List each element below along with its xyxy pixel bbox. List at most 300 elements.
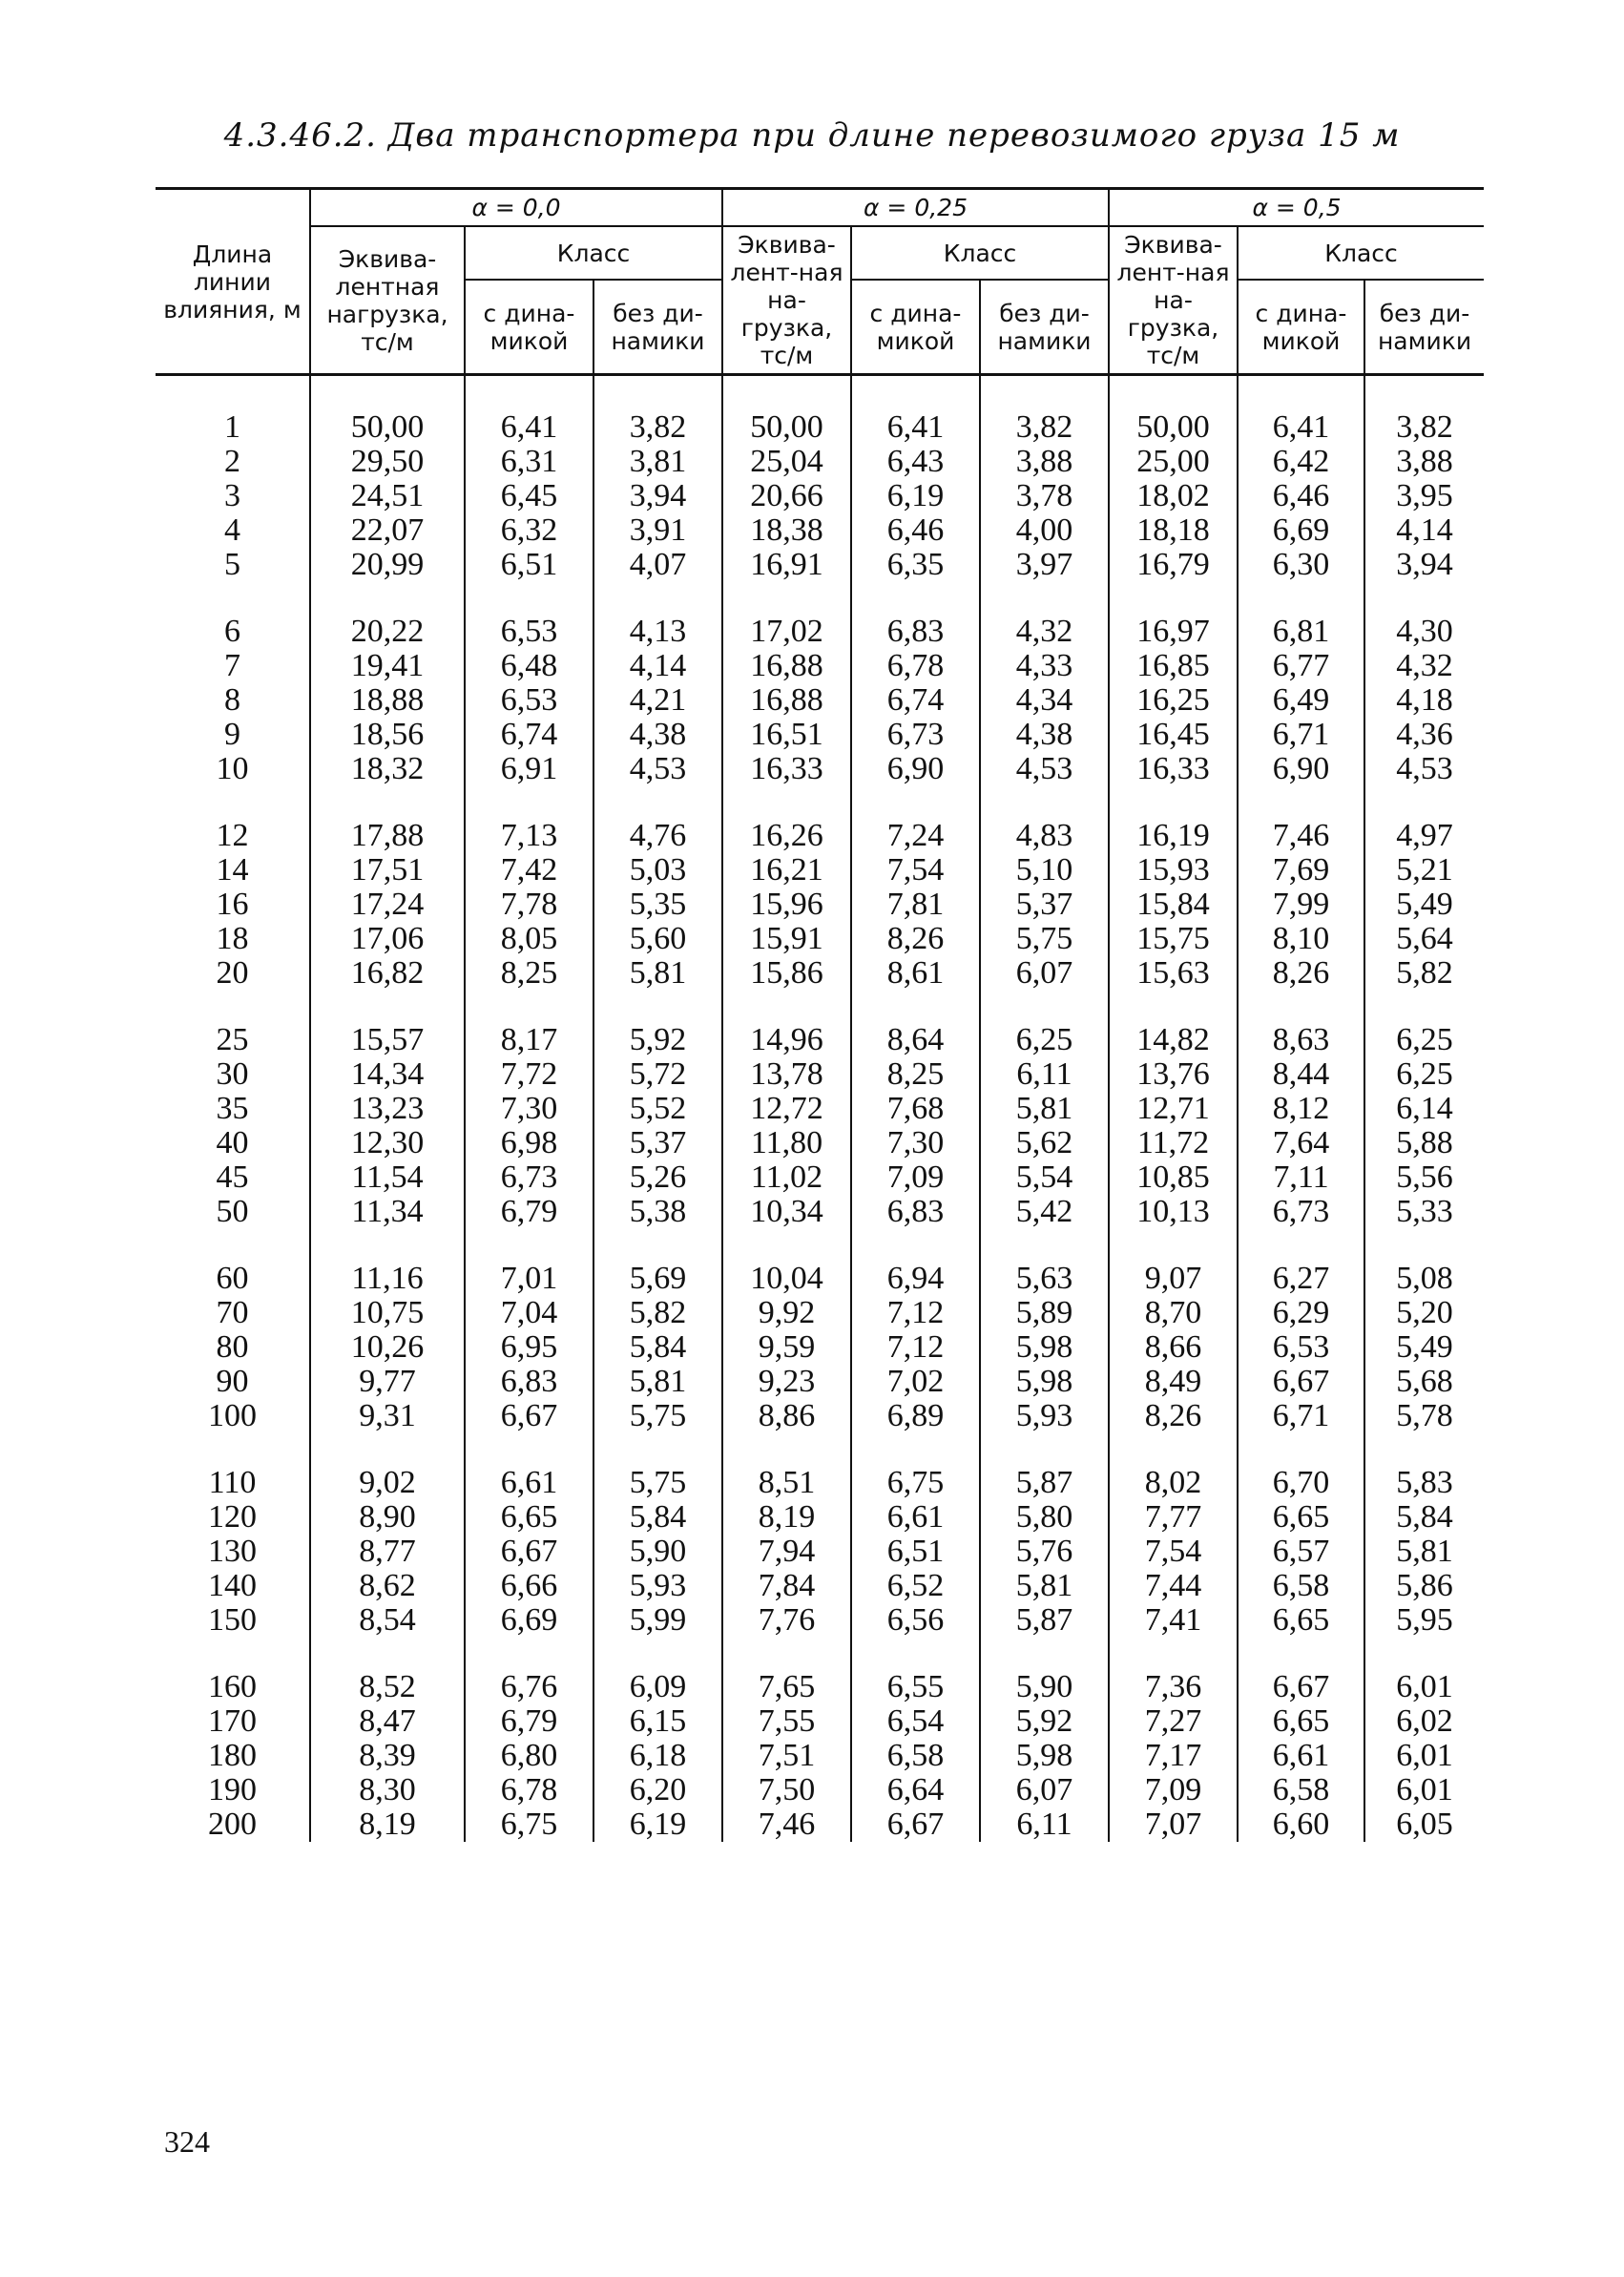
- value-cell: 5,54: [980, 1160, 1109, 1195]
- value-cell: 5,86: [1364, 1569, 1484, 1603]
- value-cell: 6,69: [465, 1603, 593, 1638]
- value-cell: 6,02: [1364, 1704, 1484, 1739]
- value-cell: 4,34: [980, 683, 1109, 718]
- value-cell: 6,01: [1364, 1638, 1484, 1704]
- value-cell: 8,70: [1109, 1296, 1238, 1330]
- value-cell: 6,90: [1238, 752, 1364, 786]
- value-cell: 4,33: [980, 649, 1109, 683]
- value-cell: 8,02: [1109, 1433, 1238, 1500]
- value-cell: 3,94: [1364, 548, 1484, 582]
- value-cell: 7,04: [465, 1296, 593, 1330]
- value-cell: 6,79: [465, 1704, 593, 1739]
- value-cell: 5,98: [980, 1365, 1109, 1399]
- value-cell: 6,55: [851, 1638, 980, 1704]
- value-cell: 6,65: [1238, 1500, 1364, 1535]
- value-cell: 10,85: [1109, 1160, 1238, 1195]
- table-row: [156, 1057, 1484, 1092]
- value-cell: 15,75: [1109, 922, 1238, 956]
- value-cell: 6,27: [1238, 1229, 1364, 1296]
- value-cell: 20,99: [310, 548, 465, 582]
- header-without-dynamics-05: без ди-намики: [1364, 280, 1484, 374]
- value-cell: 7,41: [1109, 1603, 1238, 1638]
- value-cell: 8,86: [722, 1399, 851, 1433]
- table-row: [156, 991, 1484, 1057]
- value-cell: 24,51: [310, 479, 465, 513]
- value-cell: 5,72: [593, 1057, 722, 1092]
- value-cell: 5,84: [593, 1500, 722, 1535]
- table-row: [156, 1433, 1484, 1500]
- table-row: [156, 853, 1484, 888]
- value-cell: 5,98: [980, 1330, 1109, 1365]
- value-cell: 5,87: [980, 1433, 1109, 1500]
- value-cell: 6,41: [1238, 375, 1364, 446]
- influence-length-cell: 120: [208, 1499, 257, 1535]
- value-cell: 5,93: [593, 1569, 722, 1603]
- value-cell: 6,66: [465, 1569, 593, 1603]
- table-row: [156, 513, 1484, 548]
- value-cell: 6,64: [851, 1773, 980, 1807]
- value-cell: 14,96: [722, 991, 851, 1057]
- value-cell: 8,10: [1238, 922, 1364, 956]
- value-cell: 6,89: [851, 1399, 980, 1433]
- value-cell: 7,27: [1109, 1704, 1238, 1739]
- value-cell: 6,11: [980, 1807, 1109, 1842]
- value-cell: 7,30: [465, 1092, 593, 1126]
- influence-length-cell: 10: [216, 751, 249, 786]
- value-cell: 6,25: [980, 991, 1109, 1057]
- value-cell: 6,46: [1238, 479, 1364, 513]
- value-cell: 3,78: [980, 479, 1109, 513]
- value-cell: 5,37: [980, 888, 1109, 922]
- influence-length-cell: 9: [224, 717, 240, 752]
- table-row: [156, 1535, 1484, 1569]
- table-row: [156, 1229, 1484, 1296]
- header-with-dynamics-05: с дина-микой: [1238, 280, 1364, 374]
- influence-length-cell: 80: [216, 1329, 249, 1365]
- value-cell: 4,53: [980, 752, 1109, 786]
- value-cell: 6,67: [1238, 1638, 1364, 1704]
- value-cell: 6,98: [465, 1126, 593, 1160]
- table-row: [156, 1092, 1484, 1126]
- value-cell: 7,12: [851, 1296, 980, 1330]
- value-cell: 6,60: [1238, 1807, 1364, 1842]
- influence-length-cell: 2: [224, 444, 240, 479]
- value-cell: 16,19: [1109, 786, 1238, 853]
- value-cell: 6,78: [465, 1773, 593, 1807]
- value-cell: 7,65: [722, 1638, 851, 1704]
- value-cell: 5,64: [1364, 922, 1484, 956]
- value-cell: 5,69: [593, 1229, 722, 1296]
- value-cell: 5,84: [1364, 1500, 1484, 1535]
- value-cell: 12,71: [1109, 1092, 1238, 1126]
- value-cell: 22,07: [310, 513, 465, 548]
- value-cell: 7,69: [1238, 853, 1364, 888]
- value-cell: 4,97: [1364, 786, 1484, 853]
- table-row: [156, 956, 1484, 991]
- value-cell: 5,38: [593, 1195, 722, 1229]
- value-cell: 8,26: [851, 922, 980, 956]
- value-cell: 6,07: [980, 956, 1109, 991]
- value-cell: 3,97: [980, 548, 1109, 582]
- influence-length-cell: 1: [224, 409, 240, 445]
- value-cell: 8,26: [1109, 1399, 1238, 1433]
- influence-length-cell: 60: [216, 1261, 249, 1296]
- influence-length-cell: 100: [208, 1398, 257, 1433]
- value-cell: 10,26: [310, 1330, 465, 1365]
- value-cell: 7,46: [722, 1807, 851, 1842]
- value-cell: 5,81: [980, 1092, 1109, 1126]
- value-cell: 6,73: [465, 1160, 593, 1195]
- header-without-dynamics-025: без ди-намики: [980, 280, 1109, 374]
- value-cell: 5,33: [1364, 1195, 1484, 1229]
- value-cell: 7,77: [1109, 1500, 1238, 1535]
- value-cell: 6,45: [465, 479, 593, 513]
- influence-length-cell: 110: [208, 1465, 257, 1500]
- value-cell: 5,08: [1364, 1229, 1484, 1296]
- value-cell: 3,91: [593, 513, 722, 548]
- value-cell: 8,05: [465, 922, 593, 956]
- value-cell: 5,82: [1364, 956, 1484, 991]
- value-cell: 4,13: [593, 582, 722, 649]
- influence-length-cell: 200: [208, 1807, 257, 1842]
- table-row: [156, 1126, 1484, 1160]
- value-cell: 3,88: [980, 445, 1109, 479]
- value-cell: 4,36: [1364, 718, 1484, 752]
- value-cell: 29,50: [310, 445, 465, 479]
- value-cell: 4,53: [593, 752, 722, 786]
- value-cell: 7,55: [722, 1704, 851, 1739]
- value-cell: 6,83: [851, 582, 980, 649]
- value-cell: 6,61: [851, 1500, 980, 1535]
- table-row: [156, 922, 1484, 956]
- value-cell: 6,15: [593, 1704, 722, 1739]
- equivalent-load-table: [156, 187, 1484, 1842]
- value-cell: 6,48: [465, 649, 593, 683]
- value-cell: 6,20: [593, 1773, 722, 1807]
- influence-length-cell: 45: [216, 1159, 249, 1195]
- value-cell: 6,05: [1364, 1807, 1484, 1842]
- value-cell: 5,78: [1364, 1399, 1484, 1433]
- value-cell: 7,84: [722, 1569, 851, 1603]
- value-cell: 7,50: [722, 1773, 851, 1807]
- value-cell: 5,75: [593, 1433, 722, 1500]
- value-cell: 9,07: [1109, 1229, 1238, 1296]
- value-cell: 16,45: [1109, 718, 1238, 752]
- value-cell: 5,80: [980, 1500, 1109, 1535]
- value-cell: 6,80: [465, 1739, 593, 1773]
- value-cell: 6,71: [1238, 718, 1364, 752]
- value-cell: 5,83: [1364, 1433, 1484, 1500]
- value-cell: 7,42: [465, 853, 593, 888]
- value-cell: 6,29: [1238, 1296, 1364, 1330]
- influence-length-cell: 4: [224, 512, 240, 548]
- page-title: 4.3.46.2. Два транспортера при длине перевозимого груза 15 м: [223, 116, 1401, 155]
- value-cell: 12,72: [722, 1092, 851, 1126]
- value-cell: 7,81: [851, 888, 980, 922]
- header-equiv-load-0: Эквива-лентная нагрузка, тс/м: [310, 226, 465, 375]
- table-row: [156, 752, 1484, 786]
- table-row: [156, 649, 1484, 683]
- value-cell: 7,68: [851, 1092, 980, 1126]
- header-equiv-load-025: Эквива-лент-ная на-грузка, тс/м: [722, 226, 851, 375]
- value-cell: 6,11: [980, 1057, 1109, 1092]
- value-cell: 5,89: [980, 1296, 1109, 1330]
- value-cell: 6,74: [851, 683, 980, 718]
- value-cell: 3,95: [1364, 479, 1484, 513]
- value-cell: 15,84: [1109, 888, 1238, 922]
- value-cell: 9,02: [310, 1433, 465, 1500]
- table-row: [156, 1603, 1484, 1638]
- table-row: [156, 375, 1484, 446]
- influence-length-cell: 5: [224, 547, 240, 582]
- value-cell: 4,00: [980, 513, 1109, 548]
- value-cell: 17,24: [310, 888, 465, 922]
- value-cell: 6,94: [851, 1229, 980, 1296]
- value-cell: 6,51: [851, 1535, 980, 1569]
- value-cell: 18,32: [310, 752, 465, 786]
- value-cell: 4,21: [593, 683, 722, 718]
- value-cell: 16,91: [722, 548, 851, 582]
- influence-length-cell: 50: [216, 1194, 249, 1229]
- header-alpha-025: α = 0,25: [722, 189, 1109, 227]
- value-cell: 5,56: [1364, 1160, 1484, 1195]
- table-row: [156, 1399, 1484, 1433]
- value-cell: 5,20: [1364, 1296, 1484, 1330]
- value-cell: 6,74: [465, 718, 593, 752]
- value-cell: 16,85: [1109, 649, 1238, 683]
- value-cell: 8,77: [310, 1535, 465, 1569]
- value-cell: 6,51: [465, 548, 593, 582]
- value-cell: 4,30: [1364, 582, 1484, 649]
- value-cell: 9,23: [722, 1365, 851, 1399]
- value-cell: 5,88: [1364, 1126, 1484, 1160]
- value-cell: 6,73: [1238, 1195, 1364, 1229]
- value-cell: 7,12: [851, 1330, 980, 1365]
- value-cell: 10,13: [1109, 1195, 1238, 1229]
- value-cell: 8,63: [1238, 991, 1364, 1057]
- value-cell: 17,06: [310, 922, 465, 956]
- table-row: [156, 445, 1484, 479]
- value-cell: 6,65: [1238, 1704, 1364, 1739]
- value-cell: 20,22: [310, 582, 465, 649]
- table-row: [156, 718, 1484, 752]
- table-row: [156, 1160, 1484, 1195]
- value-cell: 18,38: [722, 513, 851, 548]
- value-cell: 5,75: [593, 1399, 722, 1433]
- value-cell: 6,53: [1238, 1330, 1364, 1365]
- value-cell: 5,62: [980, 1126, 1109, 1160]
- value-cell: 6,67: [1238, 1365, 1364, 1399]
- value-cell: 13,23: [310, 1092, 465, 1126]
- value-cell: 6,67: [851, 1807, 980, 1842]
- value-cell: 16,33: [722, 752, 851, 786]
- value-cell: 5,95: [1364, 1603, 1484, 1638]
- value-cell: 5,26: [593, 1160, 722, 1195]
- value-cell: 6,53: [465, 683, 593, 718]
- header-influence-length: Длина линии влияния, м: [156, 189, 310, 375]
- value-cell: 11,72: [1109, 1126, 1238, 1160]
- influence-length-cell: 25: [216, 1022, 249, 1057]
- table-row: [156, 582, 1484, 649]
- value-cell: 4,32: [980, 582, 1109, 649]
- value-cell: 13,78: [722, 1057, 851, 1092]
- table-row: [156, 548, 1484, 582]
- value-cell: 6,83: [465, 1365, 593, 1399]
- value-cell: 16,21: [722, 853, 851, 888]
- value-cell: 8,17: [465, 991, 593, 1057]
- value-cell: 7,11: [1238, 1160, 1364, 1195]
- value-cell: 6,25: [1364, 1057, 1484, 1092]
- value-cell: 7,78: [465, 888, 593, 922]
- header-class-0: Класс: [465, 226, 722, 280]
- value-cell: 6,75: [851, 1433, 980, 1500]
- influence-length-cell: 190: [208, 1772, 257, 1807]
- value-cell: 8,90: [310, 1500, 465, 1535]
- value-cell: 5,68: [1364, 1365, 1484, 1399]
- value-cell: 6,76: [465, 1638, 593, 1704]
- header-class-05: Класс: [1238, 226, 1484, 280]
- value-cell: 6,25: [1364, 991, 1484, 1057]
- value-cell: 5,76: [980, 1535, 1109, 1569]
- page-number: 324: [164, 2124, 210, 2159]
- value-cell: 16,25: [1109, 683, 1238, 718]
- value-cell: 8,66: [1109, 1330, 1238, 1365]
- value-cell: 10,34: [722, 1195, 851, 1229]
- value-cell: 5,93: [980, 1399, 1109, 1433]
- value-cell: 5,42: [980, 1195, 1109, 1229]
- value-cell: 8,26: [1238, 956, 1364, 991]
- value-cell: 6,46: [851, 513, 980, 548]
- table-row: [156, 1807, 1484, 1842]
- influence-length-cell: 6: [224, 614, 240, 649]
- value-cell: 3,82: [593, 375, 722, 446]
- value-cell: 8,25: [465, 956, 593, 991]
- value-cell: 4,32: [1364, 649, 1484, 683]
- value-cell: 7,13: [465, 786, 593, 853]
- value-cell: 18,18: [1109, 513, 1238, 548]
- value-cell: 6,61: [1238, 1739, 1364, 1773]
- influence-length-cell: 160: [208, 1669, 257, 1704]
- header-equiv-load-05: Эквива-лент-ная на-грузка, тс/м: [1109, 226, 1238, 375]
- value-cell: 3,81: [593, 445, 722, 479]
- influence-length-cell: 12: [216, 818, 249, 853]
- value-cell: 6,90: [851, 752, 980, 786]
- value-cell: 5,90: [593, 1535, 722, 1569]
- value-cell: 6,75: [465, 1807, 593, 1842]
- table-row: [156, 1569, 1484, 1603]
- value-cell: 6,52: [851, 1569, 980, 1603]
- value-cell: 7,09: [1109, 1773, 1238, 1807]
- value-cell: 3,94: [593, 479, 722, 513]
- value-cell: 15,91: [722, 922, 851, 956]
- value-cell: 8,44: [1238, 1057, 1364, 1092]
- influence-length-cell: 150: [208, 1602, 257, 1638]
- influence-length-cell: 14: [216, 852, 249, 888]
- value-cell: 6,78: [851, 649, 980, 683]
- value-cell: 7,99: [1238, 888, 1364, 922]
- value-cell: 9,59: [722, 1330, 851, 1365]
- value-cell: 10,75: [310, 1296, 465, 1330]
- value-cell: 6,81: [1238, 582, 1364, 649]
- table-row: [156, 1500, 1484, 1535]
- value-cell: 8,39: [310, 1739, 465, 1773]
- value-cell: 4,07: [593, 548, 722, 582]
- value-cell: 8,51: [722, 1433, 851, 1500]
- influence-length-cell: 90: [216, 1364, 249, 1399]
- table-row: [156, 1638, 1484, 1704]
- value-cell: 6,14: [1364, 1092, 1484, 1126]
- value-cell: 5,63: [980, 1229, 1109, 1296]
- table-row: [156, 888, 1484, 922]
- value-cell: 9,77: [310, 1365, 465, 1399]
- value-cell: 5,81: [593, 1365, 722, 1399]
- value-cell: 5,81: [593, 956, 722, 991]
- value-cell: 7,54: [851, 853, 980, 888]
- value-cell: 7,17: [1109, 1739, 1238, 1773]
- value-cell: 50,00: [1109, 375, 1238, 446]
- value-cell: 7,51: [722, 1739, 851, 1773]
- value-cell: 19,41: [310, 649, 465, 683]
- value-cell: 15,96: [722, 888, 851, 922]
- value-cell: 7,24: [851, 786, 980, 853]
- header-with-dynamics-0: с дина-микой: [465, 280, 593, 374]
- value-cell: 7,07: [1109, 1807, 1238, 1842]
- value-cell: 5,49: [1364, 1330, 1484, 1365]
- value-cell: 11,54: [310, 1160, 465, 1195]
- value-cell: 5,84: [593, 1330, 722, 1365]
- value-cell: 5,52: [593, 1092, 722, 1126]
- value-cell: 4,53: [1364, 752, 1484, 786]
- value-cell: 6,71: [1238, 1399, 1364, 1433]
- value-cell: 6,69: [1238, 513, 1364, 548]
- influence-length-cell: 35: [216, 1091, 249, 1126]
- influence-length-cell: 20: [216, 955, 249, 991]
- value-cell: 17,51: [310, 853, 465, 888]
- value-cell: 6,41: [465, 375, 593, 446]
- header-alpha-05: α = 0,5: [1109, 189, 1484, 227]
- value-cell: 5,90: [980, 1638, 1109, 1704]
- value-cell: 6,30: [1238, 548, 1364, 582]
- value-cell: 11,16: [310, 1229, 465, 1296]
- value-cell: 15,86: [722, 956, 851, 991]
- value-cell: 14,34: [310, 1057, 465, 1092]
- value-cell: 6,35: [851, 548, 980, 582]
- value-cell: 5,49: [1364, 888, 1484, 922]
- value-cell: 5,35: [593, 888, 722, 922]
- value-cell: 8,19: [310, 1807, 465, 1842]
- value-cell: 6,31: [465, 445, 593, 479]
- table-row: [156, 1739, 1484, 1773]
- value-cell: 15,57: [310, 991, 465, 1057]
- value-cell: 6,09: [593, 1638, 722, 1704]
- value-cell: 6,56: [851, 1603, 980, 1638]
- value-cell: 7,46: [1238, 786, 1364, 853]
- value-cell: 5,87: [980, 1603, 1109, 1638]
- influence-length-cell: 7: [224, 648, 240, 683]
- value-cell: 10,04: [722, 1229, 851, 1296]
- value-cell: 7,44: [1109, 1569, 1238, 1603]
- value-cell: 6,49: [1238, 683, 1364, 718]
- table-row: [156, 479, 1484, 513]
- value-cell: 6,01: [1364, 1739, 1484, 1773]
- value-cell: 9,31: [310, 1399, 465, 1433]
- value-cell: 7,76: [722, 1603, 851, 1638]
- value-cell: 6,95: [465, 1330, 593, 1365]
- value-cell: 25,04: [722, 445, 851, 479]
- value-cell: 6,79: [465, 1195, 593, 1229]
- table-row: [156, 683, 1484, 718]
- value-cell: 3,82: [1364, 375, 1484, 446]
